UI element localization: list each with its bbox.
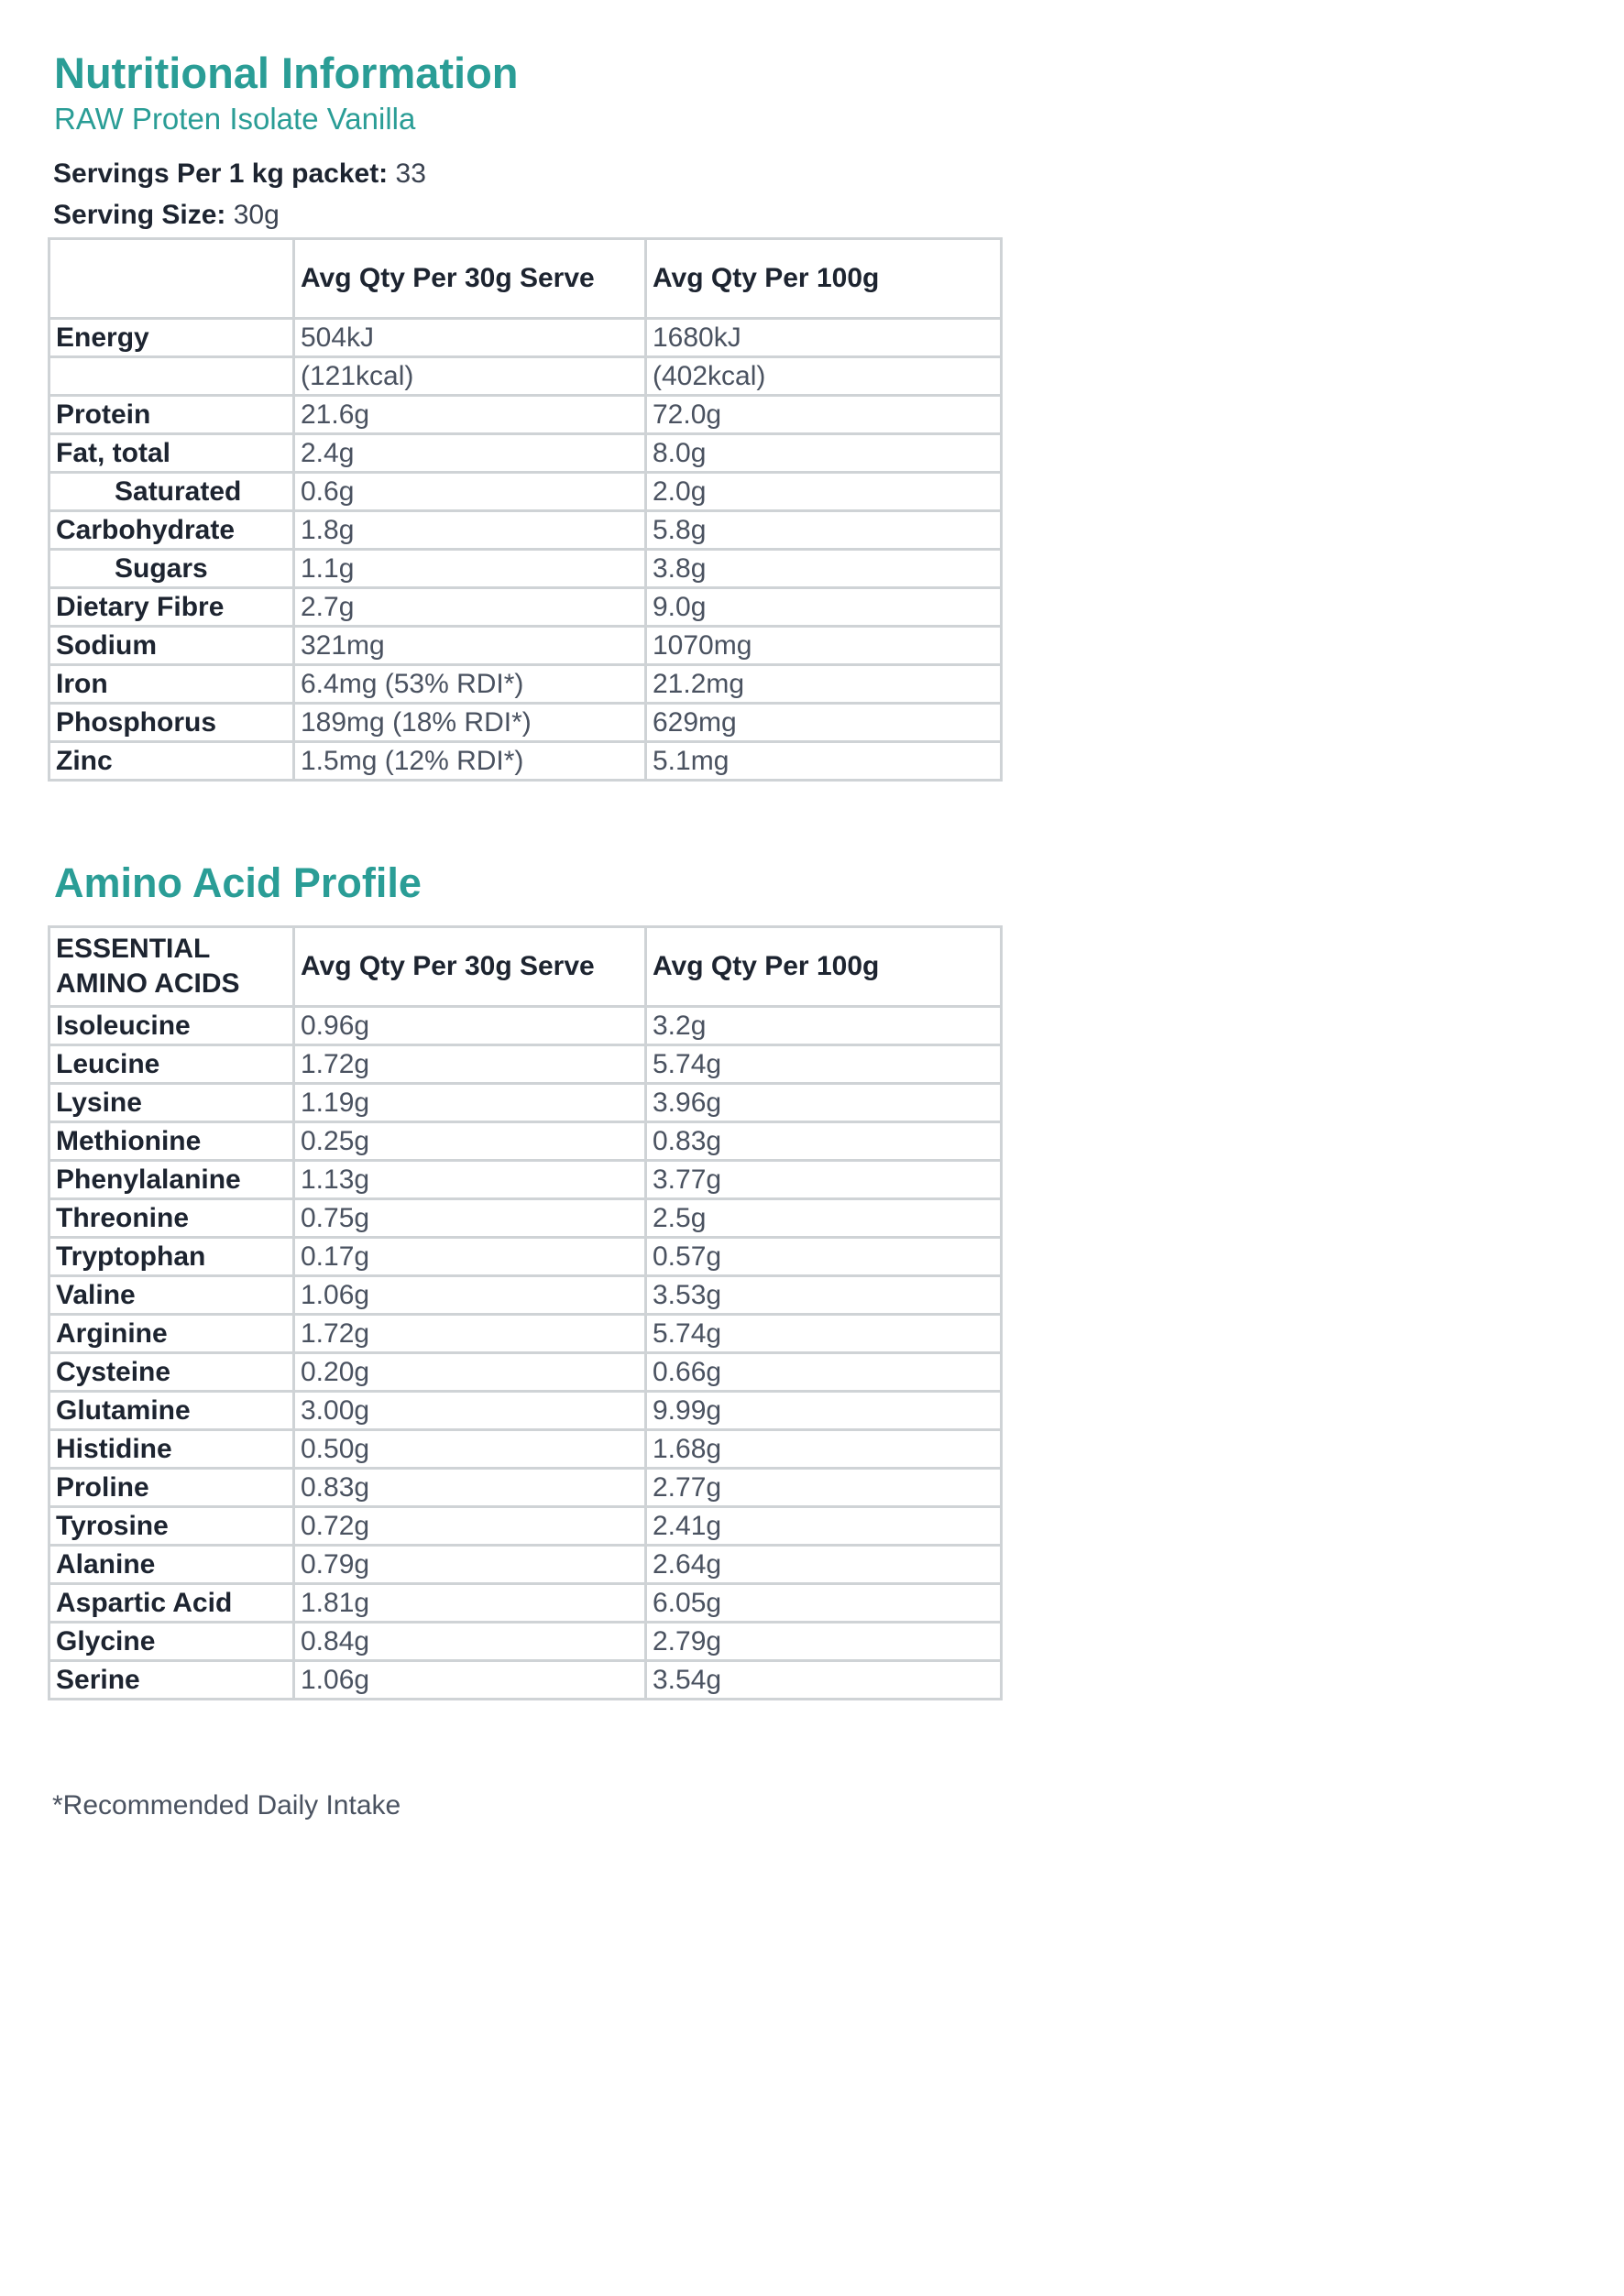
row-label: Serine — [49, 1661, 294, 1700]
per-serve-value: (121kcal) — [294, 357, 646, 396]
table-row — [49, 319, 1002, 357]
per-100g-value: 6.05g — [646, 1584, 1002, 1623]
table-row — [49, 1430, 1002, 1469]
row-label: Proline — [49, 1469, 294, 1507]
per-serve-value: 1.8g — [294, 511, 646, 550]
table-row — [49, 1623, 1002, 1661]
per-serve-value: 1.1g — [294, 550, 646, 588]
row-label: Energy — [49, 319, 294, 357]
table-row — [49, 1546, 1002, 1584]
row-label: Phosphorus — [49, 704, 294, 742]
per-serve-value: 1.72g — [294, 1045, 646, 1084]
table-row — [49, 742, 1002, 781]
product-name: RAW Proten Isolate Vanilla — [54, 102, 416, 136]
row-label: Sugars — [49, 550, 294, 588]
serving-size — [53, 198, 280, 233]
per-100g-value: (402kcal) — [646, 357, 1002, 396]
per-100g-value: 3.8g — [646, 550, 1002, 588]
table-row — [49, 1199, 1002, 1238]
row-label: Phenylalanine — [49, 1161, 294, 1199]
table-row — [49, 704, 1002, 742]
serving-size-label: Serving Size: — [53, 200, 226, 230]
row-label: Iron — [49, 665, 294, 704]
per-serve-value: 0.72g — [294, 1507, 646, 1546]
row-label: Glycine — [49, 1623, 294, 1661]
per-100g-value: 1.68g — [646, 1430, 1002, 1469]
per-serve-value: 21.6g — [294, 396, 646, 434]
row-label: Glutamine — [49, 1392, 294, 1430]
table-row — [49, 1392, 1002, 1430]
page-title: Nutritional Information — [54, 49, 519, 97]
per-serve-value: 504kJ — [294, 319, 646, 357]
per-100g-value: 2.41g — [646, 1507, 1002, 1546]
table-row — [49, 1315, 1002, 1353]
per-100g-value: 2.5g — [646, 1199, 1002, 1238]
per-serve-value: 0.84g — [294, 1623, 646, 1661]
per-100g-value: 3.54g — [646, 1661, 1002, 1700]
per-100g-value: 2.0g — [646, 473, 1002, 511]
header-per-serve: Avg Qty Per 30g Serve — [294, 239, 646, 319]
per-serve-value: 189mg (18% RDI*) — [294, 704, 646, 742]
row-label: Saturated — [49, 473, 294, 511]
table-row — [49, 1661, 1002, 1700]
per-serve-value: 3.00g — [294, 1392, 646, 1430]
per-100g-value: 5.1mg — [646, 742, 1002, 781]
per-serve-value: 0.79g — [294, 1546, 646, 1584]
header-amino-acid: ESSENTIAL AMINO ACIDS — [49, 927, 294, 1007]
servings-per-packet — [53, 157, 426, 191]
table-row — [49, 1084, 1002, 1122]
per-serve-value: 1.13g — [294, 1161, 646, 1199]
table-row — [49, 357, 1002, 396]
per-100g-value: 21.2mg — [646, 665, 1002, 704]
per-100g-value: 0.83g — [646, 1122, 1002, 1161]
row-label: Tryptophan — [49, 1238, 294, 1276]
amino-section-title: Amino Acid Profile — [54, 859, 422, 906]
row-label: Protein — [49, 396, 294, 434]
row-label: Fat, total — [49, 434, 294, 473]
row-label: Leucine — [49, 1045, 294, 1084]
table-row — [49, 627, 1002, 665]
nutrition-table — [48, 237, 1003, 782]
per-100g-value: 8.0g — [646, 434, 1002, 473]
table-row — [49, 1276, 1002, 1315]
table-row — [49, 1584, 1002, 1623]
per-100g-value: 72.0g — [646, 396, 1002, 434]
per-serve-value: 1.72g — [294, 1315, 646, 1353]
table-row — [49, 473, 1002, 511]
row-label: Isoleucine — [49, 1007, 294, 1045]
per-100g-value: 1680kJ — [646, 319, 1002, 357]
per-serve-value: 1.06g — [294, 1276, 646, 1315]
per-100g-value: 9.0g — [646, 588, 1002, 627]
row-label: Sodium — [49, 627, 294, 665]
per-100g-value: 3.77g — [646, 1161, 1002, 1199]
row-label: Arginine — [49, 1315, 294, 1353]
header-per-100g: Avg Qty Per 100g — [646, 239, 1002, 319]
per-serve-value: 0.50g — [294, 1430, 646, 1469]
per-100g-value: 0.66g — [646, 1353, 1002, 1392]
per-serve-value: 2.7g — [294, 588, 646, 627]
per-serve-value: 0.83g — [294, 1469, 646, 1507]
per-serve-value: 321mg — [294, 627, 646, 665]
serving-size-value: 30g — [233, 200, 280, 230]
footnote: *Recommended Daily Intake — [52, 1790, 401, 1820]
servings-label: Servings Per 1 kg packet: — [53, 159, 389, 189]
per-100g-value: 0.57g — [646, 1238, 1002, 1276]
per-100g-value: 5.8g — [646, 511, 1002, 550]
table-row — [49, 1122, 1002, 1161]
per-100g-value: 3.96g — [646, 1084, 1002, 1122]
per-100g-value: 2.79g — [646, 1623, 1002, 1661]
header-per-serve: Avg Qty Per 30g Serve — [294, 927, 646, 1007]
row-label: Cysteine — [49, 1353, 294, 1392]
per-100g-value: 3.53g — [646, 1276, 1002, 1315]
table-row — [49, 511, 1002, 550]
per-serve-value: 6.4mg (53% RDI*) — [294, 665, 646, 704]
per-serve-value: 1.81g — [294, 1584, 646, 1623]
row-label: Carbohydrate — [49, 511, 294, 550]
table-row — [49, 588, 1002, 627]
per-serve-value: 0.75g — [294, 1199, 646, 1238]
per-serve-value: 1.19g — [294, 1084, 646, 1122]
row-label: Dietary Fibre — [49, 588, 294, 627]
table-row — [49, 396, 1002, 434]
row-label: Aspartic Acid — [49, 1584, 294, 1623]
table-row — [49, 1045, 1002, 1084]
table-header-row — [49, 239, 1002, 319]
per-serve-value: 0.25g — [294, 1122, 646, 1161]
per-serve-value: 0.17g — [294, 1238, 646, 1276]
row-label: Methionine — [49, 1122, 294, 1161]
row-label: Lysine — [49, 1084, 294, 1122]
header-nutrient — [49, 239, 294, 319]
table-row — [49, 665, 1002, 704]
per-serve-value: 0.6g — [294, 473, 646, 511]
table-row — [49, 434, 1002, 473]
per-100g-value: 5.74g — [646, 1045, 1002, 1084]
per-serve-value: 0.96g — [294, 1007, 646, 1045]
per-100g-value: 9.99g — [646, 1392, 1002, 1430]
table-header-row — [49, 927, 1002, 1007]
row-label: Tyrosine — [49, 1507, 294, 1546]
per-100g-value: 5.74g — [646, 1315, 1002, 1353]
header-per-100g: Avg Qty Per 100g — [646, 927, 1002, 1007]
row-label — [49, 357, 294, 396]
table-row — [49, 1469, 1002, 1507]
table-row — [49, 1007, 1002, 1045]
table-row — [49, 1238, 1002, 1276]
per-100g-value: 2.77g — [646, 1469, 1002, 1507]
per-100g-value: 1070mg — [646, 627, 1002, 665]
row-label: Histidine — [49, 1430, 294, 1469]
table-row — [49, 1353, 1002, 1392]
row-label: Valine — [49, 1276, 294, 1315]
per-100g-value: 3.2g — [646, 1007, 1002, 1045]
per-serve-value: 0.20g — [294, 1353, 646, 1392]
amino-acid-table — [48, 925, 1003, 1700]
row-label: Zinc — [49, 742, 294, 781]
per-100g-value: 629mg — [646, 704, 1002, 742]
table-row — [49, 1161, 1002, 1199]
table-row — [49, 550, 1002, 588]
per-serve-value: 1.5mg (12% RDI*) — [294, 742, 646, 781]
per-serve-value: 1.06g — [294, 1661, 646, 1700]
row-label: Alanine — [49, 1546, 294, 1584]
per-serve-value: 2.4g — [294, 434, 646, 473]
servings-value: 33 — [395, 159, 426, 189]
per-100g-value: 2.64g — [646, 1546, 1002, 1584]
table-row — [49, 1507, 1002, 1546]
row-label: Threonine — [49, 1199, 294, 1238]
